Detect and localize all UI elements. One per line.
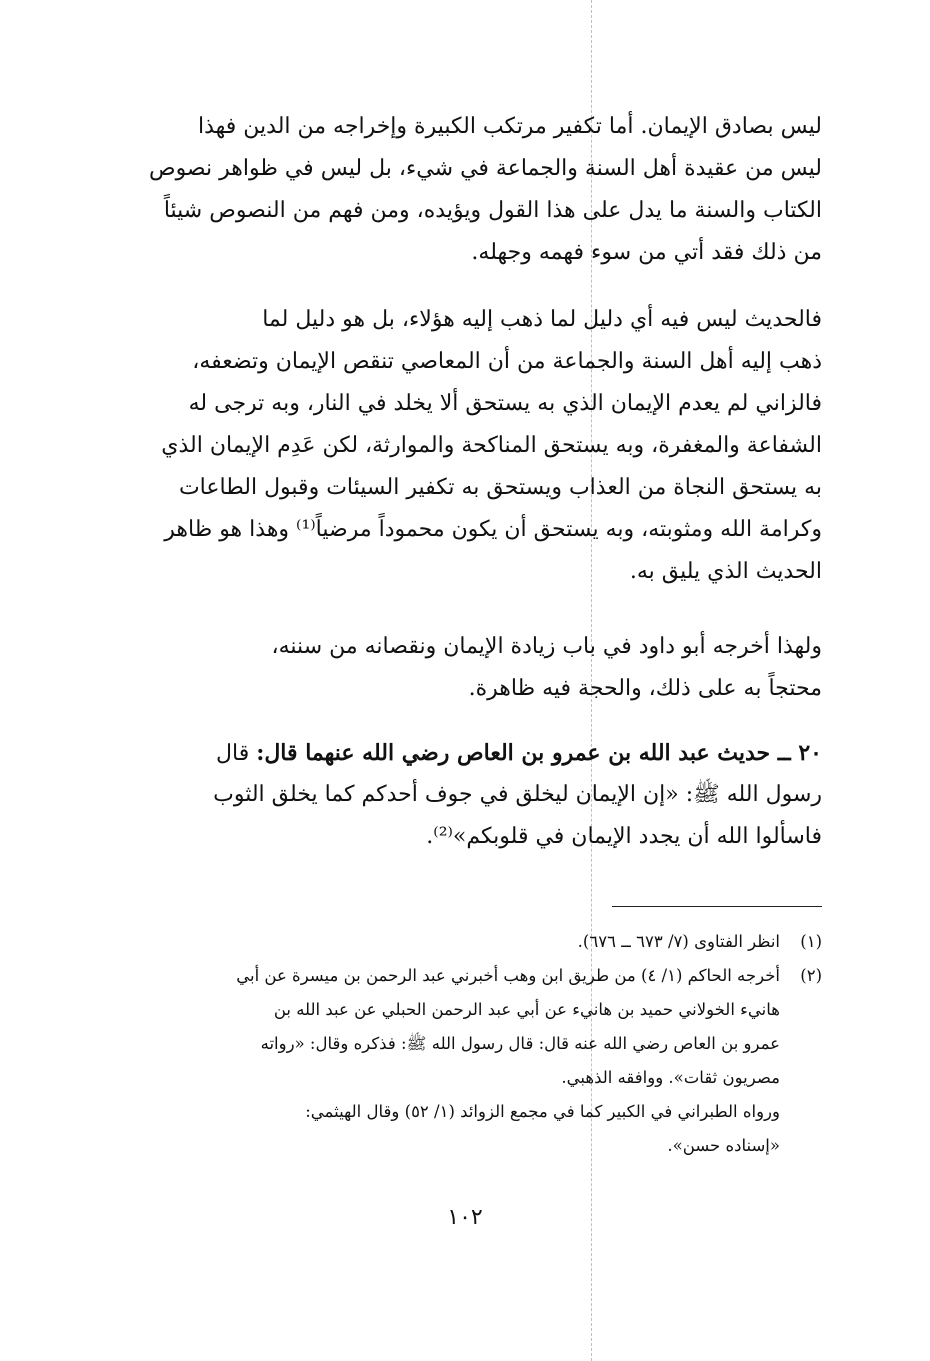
footnote-2 [120, 959, 822, 1095]
footnote-body [120, 959, 780, 1095]
footnote-separator [612, 906, 822, 907]
footnote-line: مصريون ثقات». ووافقه الذهبي. [561, 1068, 780, 1087]
footnote-line: «إسناده حسن». [667, 1136, 780, 1155]
text-line: فاسألوا الله أن يجدد الإيمان في قلوبكم»⁽²⁾. [426, 824, 822, 849]
text-line: محتجاً به على ذلك، والحجة فيه ظاهرة. [468, 676, 822, 701]
text-line: الحديث الذي يليق به. [629, 559, 822, 584]
hadith-heading-tail: قال [216, 741, 257, 766]
text-line: ليس بصادق الإيمان. أما تكفير مرتكب الكبيرة وإخراجه من الدين فهذا [198, 114, 822, 139]
hadith-heading-line [120, 732, 822, 774]
text-line: من ذلك فقد أتي من سوء فهمه وجهله. [471, 240, 822, 265]
footnote-line: عمرو بن العاص رضي الله عنه قال: قال رسول الله ﷺ: فذكره وقال: «رواته [260, 1034, 780, 1053]
text-line: الكتاب والسنة ما يدل على هذا القول ويؤيده، ومن فهم من النصوص شيئاً [163, 198, 822, 223]
text-line: به يستحق النجاة من العذاب ويستحق به تكفير السيئات وقبول الطاعات [178, 475, 822, 500]
paragraph-4-hadith [120, 732, 822, 858]
paragraph-3 [120, 626, 822, 710]
text-line: وكرامة الله ومثوبته، وبه يستحق أن يكون محموداً مرضياً⁽¹⁾ وهذا هو ظاهر [164, 517, 822, 542]
text-line: ليس من عقيدة أهل السنة والجماعة في شيء، بل ليس في ظواهر نصوص [148, 156, 822, 181]
footnote-number: (٢) [800, 966, 822, 985]
footnote-line: هانيء الخولاني حميد بن هانيء عن أبي عبد الرحمن الحبلي عن عبد الله بن [273, 1000, 780, 1019]
text-line: ولهذا أخرجه أبو داود في باب زيادة الإيمان ونقصانه من سننه، [271, 634, 822, 659]
text-line: ذهب إليه أهل السنة والجماعة من أن المعاصي تنقص الإيمان وتضعفه، [192, 349, 822, 374]
paragraph-1 [120, 106, 822, 274]
footnote-line: ورواه الطبراني في الكبير كما في مجمع الزوائد (١/ ٥٢) وقال الهيثمي: [305, 1102, 780, 1121]
page-number: ١٠٢ [447, 1205, 483, 1230]
text-line: فالحديث ليس فيه أي دليل لما ذهب إليه هؤلاء، بل هو دليل لما [262, 307, 822, 332]
paragraph-2 [120, 299, 822, 593]
text-line: رسول الله ﷺ: «إن الإيمان ليخلق في جوف أحدكم كما يخلق الثوب [213, 782, 822, 807]
footnote-1 [120, 925, 822, 959]
hadith-heading: ٢٠ ــ حديث عبد الله بن عمرو بن العاص رضي الله عنهما قال: [256, 740, 822, 766]
footnote-line: انظر الفتاوى (٧/ ٦٧٣ ــ ٦٧٦). [577, 932, 780, 951]
footnote-line: أخرجه الحاكم (١/ ٤) من طريق ابن وهب أخبرني عبد الرحمن بن ميسرة عن أبي [236, 966, 780, 985]
footnotes [120, 925, 822, 1163]
footnote-2-continuation [120, 1095, 822, 1163]
footnote-number: (١) [800, 932, 822, 951]
text-line: الشفاعة والمغفرة، وبه يستحق المناكحة والموارثة، لكن عَدِم الإيمان الذي [161, 433, 822, 458]
footnote-body [120, 925, 780, 959]
text-line: فالزاني لم يعدم الإيمان الذي به يستحق ألا يخلد في النار، وبه ترجى له [188, 391, 822, 416]
